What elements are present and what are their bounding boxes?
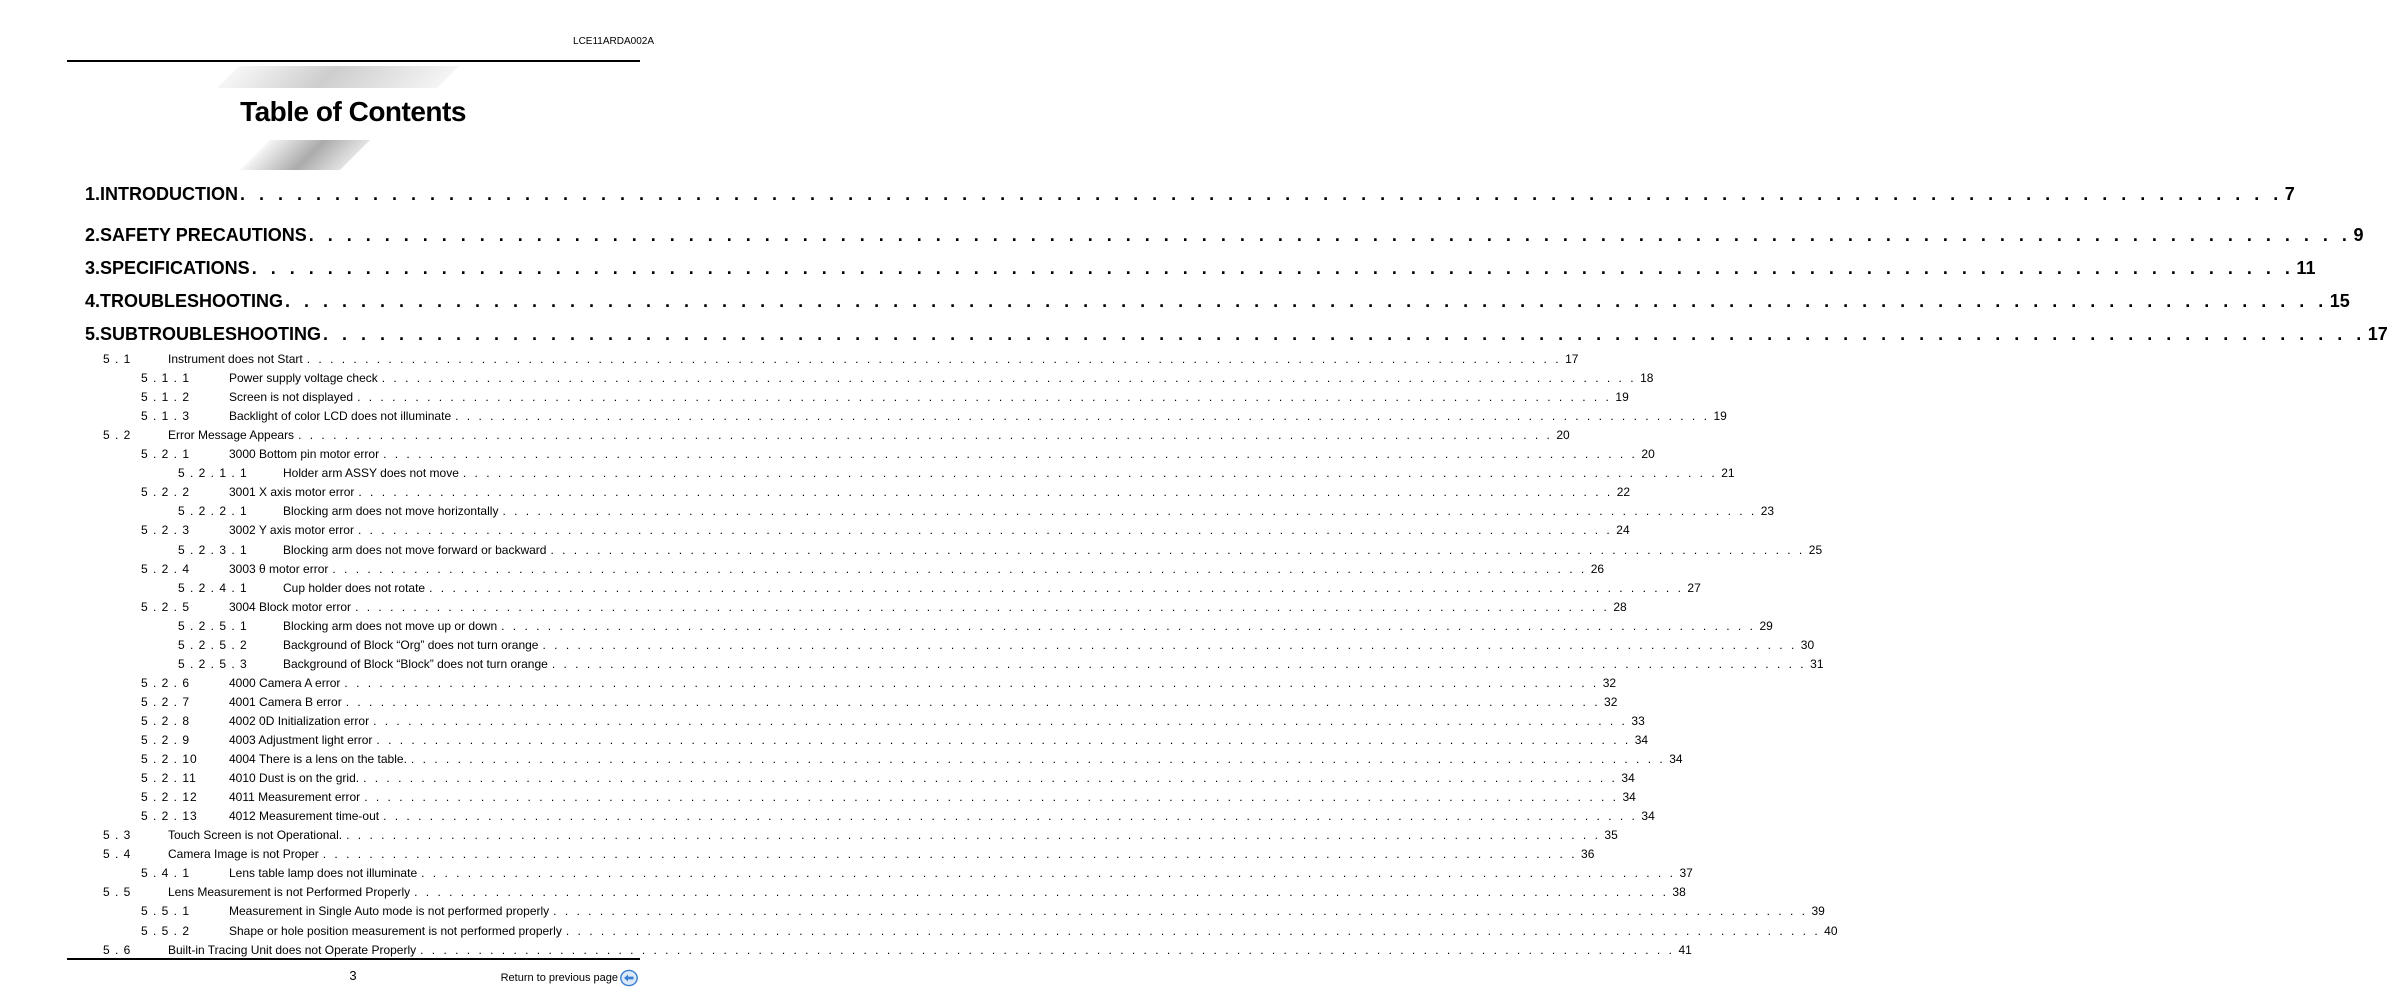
toc-entry-number: 5 . 2 . 2 . 1 (178, 504, 248, 519)
toc-entry-page: 17 (1565, 352, 1579, 366)
toc-entry-label: Blocking arm does not move horizontally (283, 504, 499, 519)
toc-entry-number: 5 . 2 (103, 428, 132, 443)
dot-leader: . . . . . . . . . . . . . . . . . . . . . . . . . . . . . . . . . . . . . . . . . . . . . . . . . . . . . . . . . . . . . . . . . . . . . . . . . . . . . . . . . . . . . . . . . . . . . . . . . . . . . . . . . . . . (381, 371, 1637, 386)
toc-entry-number: 5 . 2 . 1 (141, 447, 191, 462)
toc-main-entry[interactable] (85, 291, 2350, 312)
dot-leader: . . . . . . . . . . . . . . . . . . . . . . . . . . . . . . . . . . . . . . . . . . . . . . . . . . . . . . . . . . . . . . . . . . . . . . . . . . . . . . . . . . . . . . . . . . . . . . . . . . . . . . . . . . . . (332, 561, 1587, 576)
toc-entry-page: 26 (1590, 561, 1605, 576)
toc-entry[interactable] (229, 733, 1649, 747)
dot-leader: . . . . . . . . . . . . . . . . . . . . . . . . . . . . . . . . . . . . . . . . . . . . . . . . . . . . . . . . . . . . . . . . . . . . . . . . . . . . . . . . . . . . . . . . . . . . . . . . . . . . . . . . . . . . (501, 618, 1756, 633)
toc-entry-number: 5 . 5 . 1 (141, 904, 191, 919)
toc-entry-page: 34 (1634, 733, 1649, 747)
toc-entry-page: 18 (1640, 371, 1654, 386)
toc-entry[interactable] (229, 523, 1630, 538)
toc-entry-number: 5 . 1 . 1 (141, 371, 191, 386)
page-number: 3 (349, 968, 357, 983)
dot-leader: . . . . . . . . . . . . . . . . . . . . . . . . . . . . . . . . . . . . . . . . . . . . . . . . . . . . . . . . . . . . . . . . . . . . . . . . . . . . . . . . . . . . . . . . . . . . . . . . . . . . . . . . . . . . (346, 828, 1601, 843)
toc-entry-label: 3001 X axis motor error (229, 485, 355, 500)
dot-leader: . . . . . . . . . . . . . . . . . . . . . . . . . . . . . . . . . . . . . . . . . . . . . . . . . . . . . . . . . . . . . . . . . . . . . . . . . . . . . . . . . . . . . . . . . . . . . . . . . . . . . . . . . . . . (251, 258, 2295, 278)
return-arrow-icon[interactable] (620, 969, 638, 987)
dot-leader: . . . . . . . . . . . . . . . . . . . . . . . . . . . . . . . . . . . . . . . . . . . . . . . . . . . . . . . . . . . . . . . . . . . . . . . . . . . . . . . . . . . . . . . . . . . . . . . . . . . . . . . . . . . . (358, 485, 1613, 500)
dot-leader: . . . . . . . . . . . . . . . . . . . . . . . . . . . . . . . . . . . . . . . . . . . . . . . . . . . . . . . . . . . . . . . . . . . . . . . . . . . . . . . . . . . . . . . . . . . . . . . . . . . . . . . . . . . . (376, 733, 1631, 747)
toc-entry[interactable] (229, 371, 1654, 386)
toc-entry-label: 3004 Block motor error (229, 599, 352, 614)
toc-entry[interactable] (283, 504, 1775, 519)
toc-entry[interactable] (229, 790, 1636, 805)
dot-leader: . . . . . . . . . . . . . . . . . . . . . . . . . . . . . . . . . . . . . . . . . . . . . . . . . . . . . . . . . . . . . . . . . . . . . . . . . . . . . . . . . . . . . . . . . . . . . . . . . . . . . . . . . . . . (240, 184, 2283, 204)
dot-leader: . . . . . . . . . . . . . . . . . . . . . . . . . . . . . . . . . . . . . . . . . . . . . . . . . . . . . . . . . . . . . . . . . . . . . . . . . . . . . . . . . . . . . . . . . . . . . . . . . . . . . . . . . . . . (364, 790, 1619, 805)
dot-leader: . . . . . . . . . . . . . . . . . . . . . . . . . . . . . . . . . . . . . . . . . . . . . . . . . . . . . . . . . . . . . . . . . . . . . . . . . . . . . . . . . . . . . . . . . . . . . . . . . . . . . . . . . . . . (565, 923, 1821, 938)
toc-entry[interactable] (229, 771, 1635, 786)
dot-leader: . . . . . . . . . . . . . . . . . . . . . . . . . . . . . . . . . . . . . . . . . . . . . . . . . . . . . . . . . . . . . . . . . . . . . . . . . . . . . . . . . . . . . . . . . . . . . . . . . . . . . . . . . . . . (357, 390, 1612, 405)
toc-entry-number: 5 . 2 . 8 (141, 713, 191, 728)
toc-entry-label: 4003 Adjustment light error (229, 733, 373, 747)
toc-entry[interactable] (229, 713, 1645, 728)
toc-entry-page: 32 (1604, 694, 1618, 709)
toc-entry-number: 5 . 2 . 4 . 1 (178, 580, 248, 595)
toc-main-entry-page: 15 (2329, 291, 2350, 311)
toc-entry-label: 3002 Y axis motor error (229, 523, 354, 538)
toc-main-entry-label: 5.SUBTROUBLESHOOTING (85, 324, 322, 344)
dot-leader: . . . . . . . . . . . . . . . . . . . . . . . . . . . . . . . . . . . . . . . . . . . . . . . . . . . . . . . . . . . . . . . . . . . . . . . . . . . . . . . . . . . . . . . . . . . . . . . . . . . . . . . . . . . . (306, 352, 1562, 366)
toc-entry-label: Built-in Tracing Unit does not Operate Properly (168, 942, 417, 957)
toc-entry-number: 5 . 2 . 13 (141, 809, 198, 824)
toc-entry-page: 19 (1615, 390, 1629, 405)
toc-entry-page: 30 (1800, 637, 1815, 652)
toc-entry-page: 23 (1760, 504, 1775, 519)
dot-leader: . . . . . . . . . . . . . . . . . . . . . . . . . . . . . . . . . . . . . . . . . . . . . . . . . . . . . . . . . . . . . . . . . . . . . . . . . . . . . . . . . . . . . . . . . . . . . . . . . . . . . . . . . . . . (357, 523, 1613, 538)
toc-entry-page: 39 (1811, 904, 1825, 919)
toc-entry-label: Shape or hole position measurement is not performed properly (229, 923, 562, 938)
toc-entry-page: 40 (1824, 923, 1838, 938)
toc-entry[interactable] (283, 656, 1824, 671)
toc-entry-number: 5 . 1 . 3 (141, 409, 191, 424)
toc-entry[interactable] (168, 885, 1686, 900)
toc-entry[interactable] (168, 428, 1570, 443)
toc-entry-page: 21 (1721, 466, 1735, 481)
toc-entry[interactable] (229, 599, 1627, 614)
toc-entry-page: 41 (1678, 942, 1692, 957)
toc-entry-label: Power supply voltage check (229, 371, 378, 386)
toc-main-entry-page: 11 (2296, 258, 2316, 278)
toc-entry-label: Background of Block “Block” does not turn orange (283, 656, 548, 671)
toc-entry-number: 5 . 2 . 1 . 1 (178, 466, 248, 481)
toc-entry[interactable] (229, 561, 1605, 576)
document-code: LCE11ARDA002A (573, 36, 654, 47)
toc-main-entry[interactable] (85, 324, 2388, 345)
toc-entry-page: 34 (1621, 771, 1635, 786)
toc-entry[interactable] (229, 485, 1631, 500)
dot-leader: . . . . . . . . . . . . . . . . . . . . . . . . . . . . . . . . . . . . . . . . . . . . . . . . . . . . . . . . . . . . . . . . . . . . . . . . . . . . . . . . . . . . . . . . . . . . . . . . . . . . . . . . . . . . (553, 904, 1808, 919)
decorative-stripe-top (217, 66, 459, 88)
dot-leader: . . . . . . . . . . . . . . . . . . . . . . . . . . . . . . . . . . . . . . . . . . . . . . . . . . . . . . . . . . . . . . . . . . . . . . . . . . . . . . . . . . . . . . . . . . . . . . . . . . . . . . . . . . . . (462, 466, 1718, 481)
dot-leader: . . . . . . . . . . . . . . . . . . . . . . . . . . . . . . . . . . . . . . . . . . . . . . . . . . . . . . . . . . . . . . . . . . . . . . . . . . . . . . . . . . . . . . . . . . . . . . . . . . . . . . . . . . . . (323, 324, 2366, 344)
toc-entry-label: Backlight of color LCD does not illuminate (229, 409, 452, 424)
toc-entry[interactable] (168, 828, 1618, 843)
toc-entry-number: 5 . 2 . 12 (141, 790, 198, 805)
toc-entry-number: 5 . 2 . 6 (141, 675, 191, 690)
toc-entry-number: 5 . 2 . 10 (141, 752, 198, 767)
toc-entry-label: 4010 Dust is on the grid. (229, 771, 360, 786)
dot-leader: . . . . . . . . . . . . . . . . . . . . . . . . . . . . . . . . . . . . . . . . . . . . . . . . . . . . . . . . . . . . . . . . . . . . . . . . . . . . . . . . . . . . . . . . . . . . . . . . . . . . . . . . . . . . (550, 542, 1805, 557)
toc-entry-page: 22 (1616, 485, 1631, 500)
dot-leader: . . . . . . . . . . . . . . . . . . . . . . . . . . . . . . . . . . . . . . . . . . . . . . . . . . . . . . . . . . . . . . . . . . . . . . . . . . . . . . . . . . . . . . . . . . . . . . . . . . . . . . . . . . . . (363, 771, 1618, 786)
toc-entry[interactable] (168, 847, 1595, 862)
toc-entry-label: 4011 Measurement error (229, 790, 361, 805)
toc-main-entry-label: 2.SAFETY PRECAUTIONS (85, 225, 307, 245)
dot-leader: . . . . . . . . . . . . . . . . . . . . . . . . . . . . . . . . . . . . . . . . . . . . . . . . . . . . . . . . . . . . . . . . . . . . . . . . . . . . . . . . . . . . . . . . . . . . . . . . . . . . . . . . . . . . (285, 291, 2328, 311)
toc-entry-number: 5 . 1 (103, 352, 132, 366)
dot-leader: . . . . . . . . . . . . . . . . . . . . . . . . . . . . . . . . . . . . . . . . . . . . . . . . . . . . . . . . . . . . . . . . . . . . . . . . . . . . . . . . . . . . . . . . . . . . . . . . . . . . . . . . . . . . (455, 409, 1710, 424)
toc-entry[interactable] (283, 542, 1823, 557)
dot-leader: . . . . . . . . . . . . . . . . . . . . . . . . . . . . . . . . . . . . . . . . . . . . . . . . . . . . . . . . . . . . . . . . . . . . . . . . . . . . . . . . . . . . . . . . . . . . . . . . . . . . . . . . . . . . (542, 637, 1797, 652)
toc-entry[interactable] (229, 409, 1727, 424)
toc-entry-label: Background of Block “Org” does not turn orange (283, 637, 539, 652)
dot-leader: . . . . . . . . . . . . . . . . . . . . . . . . . . . . . . . . . . . . . . . . . . . . . . . . . . . . . . . . . . . . . . . . . . . . . . . . . . . . . . . . . . . . . . . . . . . . . . . . . . . . . . . . . . . . (373, 713, 1628, 728)
toc-entry-page: 27 (1687, 580, 1701, 595)
dot-leader: . . . . . . . . . . . . . . . . . . . . . . . . . . . . . . . . . . . . . . . . . . . . . . . . . . . . . . . . . . . . . . . . . . . . . . . . . . . . . . . . . . . . . . . . . . . . . . . . . . . . . . . . . . . . (383, 809, 1638, 824)
toc-entry-page: 28 (1613, 599, 1627, 614)
dot-leader: . . . . . . . . . . . . . . . . . . . . . . . . . . . . . . . . . . . . . . . . . . . . . . . . . . . . . . . . . . . . . . . . . . . . . . . . . . . . . . . . . . . . . . . . . . . . . . . . . . . . . . . . . . . . (429, 580, 1684, 595)
toc-entry-page: 37 (1679, 866, 1693, 881)
page-title: Table of Contents (240, 96, 466, 127)
toc-entry[interactable] (283, 637, 1815, 652)
toc-entry-label: Cup holder does not rotate (283, 580, 426, 595)
toc-entry-page: 31 (1810, 656, 1824, 671)
dot-leader: . . . . . . . . . . . . . . . . . . . . . . . . . . . . . . . . . . . . . . . . . . . . . . . . . . . . . . . . . . . . . . . . . . . . . . . . . . . . . . . . . . . . . . . . . . . . . . . . . . . . . . . . . . . . (355, 599, 1610, 614)
toc-entry[interactable] (229, 694, 1618, 709)
toc-main-entry-label: 1.INTRODUCTION (85, 184, 238, 204)
toc-entry[interactable] (229, 904, 1825, 919)
toc-entry-number: 5 . 4 . 1 (141, 866, 191, 881)
toc-entry-label: Measurement in Single Auto mode is not performed properly (229, 904, 550, 919)
toc-entry-label: 4012 Measurement time-out (229, 809, 380, 824)
toc-entry-page: 35 (1604, 828, 1618, 843)
toc-entry[interactable] (229, 447, 1655, 462)
toc-entry-label: Blocking arm does not move forward or backward (283, 542, 547, 557)
toc-entry-number: 5 . 2 . 5 (141, 599, 191, 614)
dot-leader: . . . . . . . . . . . . . . . . . . . . . . . . . . . . . . . . . . . . . . . . . . . . . . . . . . . . . . . . . . . . . . . . . . . . . . . . . . . . . . . . . . . . . . . . . . . . . . . . . . . . . . . . . . . . (383, 447, 1638, 462)
toc-entry[interactable] (283, 618, 1773, 633)
toc-entry-number: 5 . 1 . 2 (141, 390, 191, 405)
dot-leader: . . . . . . . . . . . . . . . . . . . . . . . . . . . . . . . . . . . . . . . . . . . . . . . . . . . . . . . . . . . . . . . . . . . . . . . . . . . . . . . . . . . . . . . . . . . . . . . . . . . . . . . . . . . . (551, 656, 1807, 671)
toc-entry-label: 4001 Camera B error (229, 694, 342, 709)
toc-main-entry-page: 9 (2353, 225, 2364, 245)
toc-entry-page: 32 (1602, 675, 1617, 690)
toc-entry-label: 4004 There is a lens on the table. (229, 752, 407, 767)
toc-entry-label: Instrument does not Start (168, 352, 303, 366)
decorative-stripe-bottom (240, 140, 370, 170)
toc-entry-page: 34 (1622, 790, 1636, 805)
toc-entry-page: 20 (1641, 447, 1655, 462)
toc-entry-number: 5 . 2 . 3 . 1 (178, 542, 248, 557)
toc-entry-number: 5 . 4 (103, 847, 132, 862)
return-to-previous-page-link[interactable] (501, 969, 638, 987)
toc-entry[interactable] (283, 466, 1735, 481)
toc-entry-label: Error Message Appears (168, 428, 295, 443)
toc-entry-label: 4002 0D Initialization error (229, 713, 370, 728)
toc-main-entry-label: 3.SPECIFICATIONS (85, 258, 250, 278)
toc-main-entry-page: 7 (2284, 184, 2295, 204)
toc-entry-number: 5 . 5 . 2 (141, 923, 191, 938)
toc-main-entry[interactable] (85, 258, 2316, 279)
dot-leader: . . . . . . . . . . . . . . . . . . . . . . . . . . . . . . . . . . . . . . . . . . . . . . . . . . . . . . . . . . . . . . . . . . . . . . . . . . . . . . . . . . . . . . . . . . . . . . . . . . . . . . . . . . . . (414, 885, 1669, 900)
toc-entry-page: 34 (1669, 752, 1683, 767)
toc-entry-label: Holder arm ASSY does not move (283, 466, 459, 481)
toc-entry-page: 20 (1556, 428, 1570, 443)
toc-entry-number: 5 . 2 . 11 (141, 771, 197, 786)
dot-leader: . . . . . . . . . . . . . . . . . . . . . . . . . . . . . . . . . . . . . . . . . . . . . . . . . . . . . . . . . . . . . . . . . . . . . . . . . . . . . . . . . . . . . . . . . . . . . . . . . . . . . . . . . . . . (420, 942, 1675, 957)
toc-entry[interactable] (168, 942, 1692, 957)
dot-leader: . . . . . . . . . . . . . . . . . . . . . . . . . . . . . . . . . . . . . . . . . . . . . . . . . . . . . . . . . . . . . . . . . . . . . . . . . . . . . . . . . . . . . . . . . . . . . . . . . . . . . . . . . . . . (344, 675, 1599, 690)
toc-entry-label: 3003 θ motor error (229, 561, 329, 576)
toc-entry-page: 38 (1672, 885, 1686, 900)
toc-entry-page: 36 (1581, 847, 1595, 862)
toc-entry-number: 5 . 2 . 4 (141, 561, 191, 576)
toc-entry[interactable] (229, 675, 1617, 690)
dot-leader: . . . . . . . . . . . . . . . . . . . . . . . . . . . . . . . . . . . . . . . . . . . . . . . . . . . . . . . . . . . . . . . . . . . . . . . . . . . . . . . . . . . . . . . . . . . . . . . . . . . . . . . . . . . . (308, 225, 2352, 245)
toc-entry-label: Lens Measurement is not Performed Properly (168, 885, 411, 900)
header-rule (67, 60, 640, 62)
toc-main-entry[interactable] (85, 184, 2295, 205)
toc-entry-number: 5 . 2 . 9 (141, 733, 191, 747)
toc-entry-label: Camera Image is not Proper (168, 847, 319, 862)
toc-entry[interactable] (229, 809, 1655, 824)
toc-entry-page: 19 (1713, 409, 1727, 424)
toc-main-entry[interactable] (85, 225, 2364, 246)
toc-entry[interactable] (229, 752, 1683, 767)
toc-entry-label: Screen is not displayed (229, 390, 354, 405)
toc-entry-label: 4000 Camera A error (229, 675, 341, 690)
toc-entry-number: 5 . 6 (103, 942, 132, 957)
toc-entry[interactable] (229, 866, 1693, 881)
toc-entry-number: 5 . 3 (103, 828, 132, 843)
toc-entry-label: Lens table lamp does not illuminate (229, 866, 418, 881)
toc-entry-number: 5 . 2 . 3 (141, 523, 191, 538)
dot-leader: . . . . . . . . . . . . . . . . . . . . . . . . . . . . . . . . . . . . . . . . . . . . . . . . . . . . . . . . . . . . . . . . . . . . . . . . . . . . . . . . . . . . . . . . . . . . . . . . . . . . . . . . . . . . (421, 866, 1676, 881)
dot-leader: . . . . . . . . . . . . . . . . . . . . . . . . . . . . . . . . . . . . . . . . . . . . . . . . . . . . . . . . . . . . . . . . . . . . . . . . . . . . . . . . . . . . . . . . . . . . . . . . . . . . . . . . . . . . (322, 847, 1578, 862)
dot-leader: . . . . . . . . . . . . . . . . . . . . . . . . . . . . . . . . . . . . . . . . . . . . . . . . . . . . . . . . . . . . . . . . . . . . . . . . . . . . . . . . . . . . . . . . . . . . . . . . . . . . . . . . . . . . (410, 752, 1666, 767)
toc-entry-label: 3000 Bottom pin motor error (229, 447, 380, 462)
toc-entry[interactable] (229, 390, 1629, 405)
toc-entry-label: Blocking arm does not move up or down (283, 618, 498, 633)
dot-leader: . . . . . . . . . . . . . . . . . . . . . . . . . . . . . . . . . . . . . . . . . . . . . . . . . . . . . . . . . . . . . . . . . . . . . . . . . . . . . . . . . . . . . . . . . . . . . . . . . . . . . . . . . . . . (298, 428, 1553, 443)
toc-entry-number: 5 . 2 . 5 . 2 (178, 637, 248, 652)
toc-entry-label: Touch Screen is not Operational. (168, 828, 343, 843)
footer-rule (67, 958, 640, 960)
toc-entry-number: 5 . 5 (103, 885, 132, 900)
toc-entry-page: 33 (1631, 713, 1645, 728)
toc-entry[interactable] (229, 923, 1838, 938)
toc-main-entry-label: 4.TROUBLESHOOTING (85, 291, 284, 311)
toc-entry-number: 5 . 2 . 2 (141, 485, 191, 500)
toc-entry-number: 5 . 2 . 7 (141, 694, 191, 709)
toc-entry-page: 24 (1616, 523, 1630, 538)
return-link-label: Return to previous page (500, 972, 618, 984)
toc-entry-page: 29 (1759, 618, 1773, 633)
toc-entry-number: 5 . 2 . 5 . 1 (178, 618, 248, 633)
dot-leader: . . . . . . . . . . . . . . . . . . . . . . . . . . . . . . . . . . . . . . . . . . . . . . . . . . . . . . . . . . . . . . . . . . . . . . . . . . . . . . . . . . . . . . . . . . . . . . . . . . . . . . . . . . . . (345, 694, 1601, 709)
toc-entry[interactable] (283, 580, 1701, 595)
toc-entry-page: 25 (1808, 542, 1823, 557)
dot-leader: . . . . . . . . . . . . . . . . . . . . . . . . . . . . . . . . . . . . . . . . . . . . . . . . . . . . . . . . . . . . . . . . . . . . . . . . . . . . . . . . . . . . . . . . . . . . . . . . . . . . . . . . . . . . (502, 504, 1757, 519)
toc-entry-number: 5 . 2 . 5 . 3 (178, 656, 248, 671)
toc-main-entry-page: 17 (2367, 324, 2388, 344)
toc-entry-page: 34 (1641, 809, 1655, 824)
toc-entry[interactable] (168, 352, 1579, 366)
